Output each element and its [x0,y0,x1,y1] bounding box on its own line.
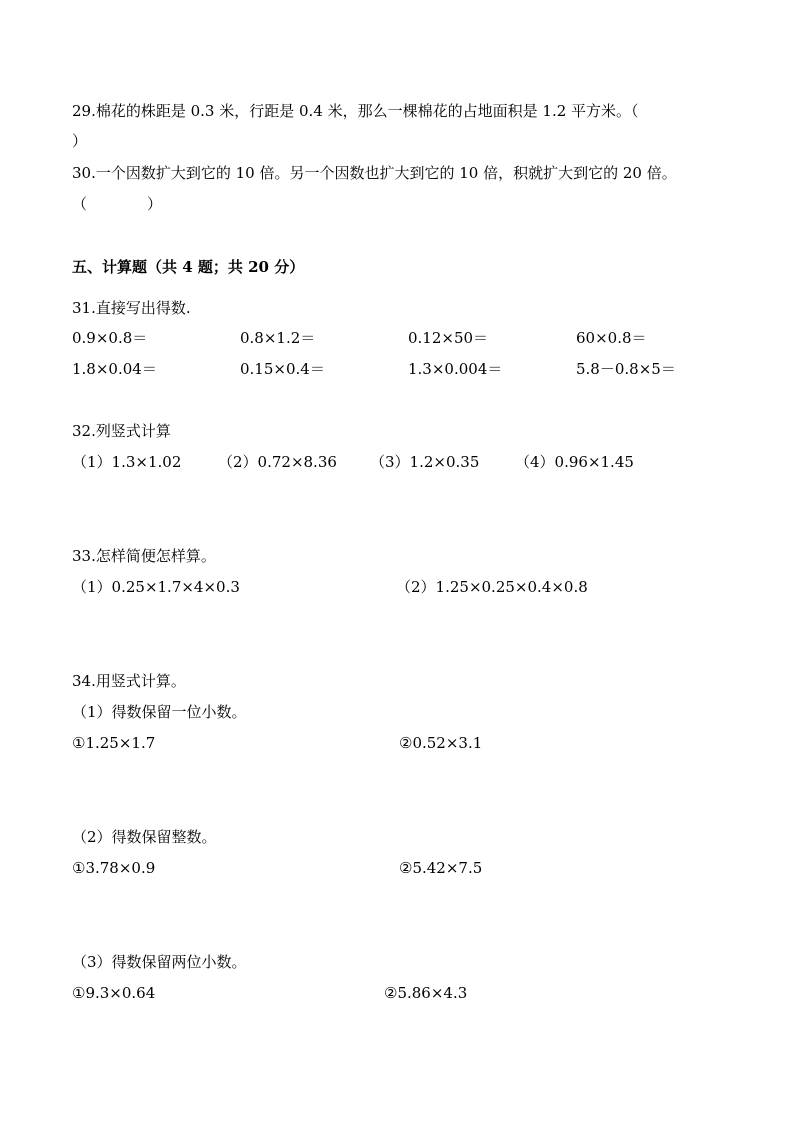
q31-item: 0.12×50＝ [408,329,489,347]
q34-part1-label: （1）得数保留一位小数。 [72,703,247,721]
q32-item: （1）1.3×1.02 [72,453,182,471]
q34-title: 34.用竖式计算。 [72,672,186,690]
q30-answer-blank: （ ） [72,195,163,213]
q34-part3-label: （3）得数保留两位小数。 [72,953,247,971]
q32-item: （2）0.72×8.36 [218,453,337,471]
q32-item: （3）1.2×0.35 [370,453,480,471]
q34-item: ①3.78×0.9 [72,859,156,877]
q30-line1: 30.一个因数扩大到它的 10 倍。另一个因数也扩大到它的 10 倍，积就扩大到它的 20 倍。 [72,164,677,182]
q33-item: （1）0.25×1.7×4×0.3 [72,578,240,596]
q31-item: 1.8×0.04＝ [72,360,157,378]
section-heading: 五、计算题（共 4 题；共 20 分） [72,258,305,276]
q29-line1: 29.棉花的株距是 0.3 米，行距是 0.4 米，那么一棵棉花的占地面积是 1.2 平方米。（ [72,102,639,120]
q31-item: 5.8－0.8×5＝ [576,360,676,378]
q31-item: 60×0.8＝ [576,329,647,347]
q31-title: 31.直接写出得数. [72,299,191,317]
q33-item: （2）1.25×0.25×0.4×0.8 [396,578,588,596]
q34-item: ②0.52×3.1 [399,734,483,752]
q33-title: 33.怎样简便怎样算。 [72,547,216,565]
q31-item: 0.15×0.4＝ [240,360,325,378]
q34-item: ②5.42×7.5 [399,859,483,877]
q32-item: （4）0.96×1.45 [515,453,634,471]
q31-item: 0.8×1.2＝ [240,329,316,347]
q34-item: ①1.25×1.7 [72,734,156,752]
q34-part2-label: （2）得数保留整数。 [72,828,217,846]
q34-item: ①9.3×0.64 [72,984,156,1002]
q31-item: 1.3×0.004＝ [408,360,503,378]
q31-item: 0.9×0.8＝ [72,329,148,347]
q34-item: ②5.86×4.3 [384,984,468,1002]
q29-line2: ） [72,132,88,150]
q32-title: 32.列竖式计算 [72,422,171,440]
